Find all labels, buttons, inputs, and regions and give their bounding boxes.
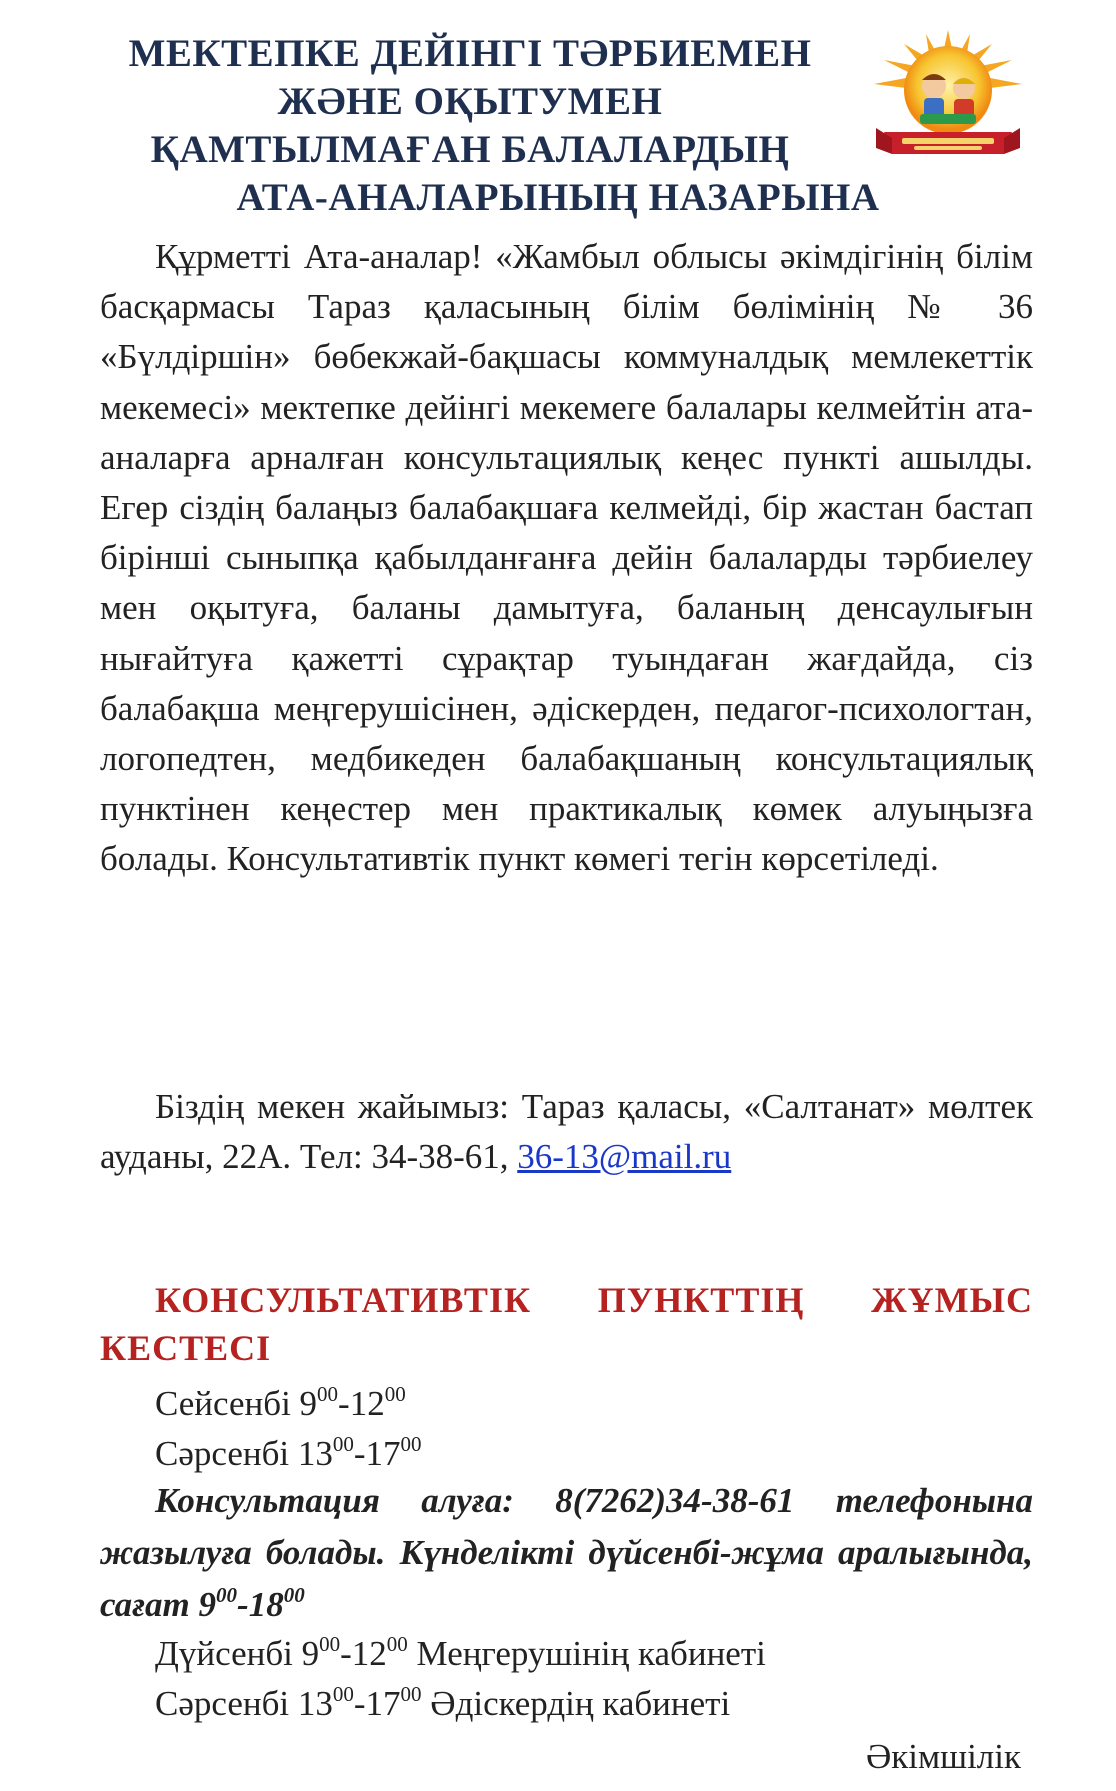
schedule-row-wednesday-office: Сәрсенбі $13^{00}-17^{00}$ Әдіскердің кабинеті: [155, 1682, 731, 1723]
title-line-3: ҚАМТЫЛМАҒАН БАЛАЛАРДЫҢ: [150, 128, 790, 171]
intro-paragraph: Құрметті Ата-аналар! «Жамбыл облысы әкімдігінің білім басқармасы Тараз қаласының білім бөлімінің № 36 «Бүлдіршін» бөбекжай-бақшасы коммуналдық мемлекеттік мекемесі» мектепке дейінгі мекемеге балалары келмейтін ата-аналарға арналған консультациялық кеңес пункті ашылды. Егер сіздің балаңыз балабақшаға келмейді, бір жастан бастап бірінші сыныпқа қабылданғанға дейін балаларды тәрбиелеу мен оқытуға, баланы дамытуға, баланың денсаулығын нығайтуға қажетті сұрақтар туындаған жағдайда, сіз балабақша меңгерушісінен, әдіскерден, педагог-психологтан, логопедтен, медбикеден балабақшаның консультациялық пунктінен кеңестер мен практикалық көмек алуыңызға болады. Консультативтік пункт көмегі тегін көрсетіледі.: [100, 237, 1033, 879]
kindergarten-logo-icon: [862, 28, 1034, 168]
schedule-row-wednesday: Сәрсенбі $13^{00}-17^{00}$: [155, 1432, 422, 1473]
address-paragraph: [100, 1082, 1033, 1182]
title-line-4: АТА-АНАЛАРЫНЫҢ НАЗАРЫНА: [236, 176, 880, 219]
schedule-row-tuesday: Сейсенбі $9^{00}-12^{00}$: [155, 1382, 406, 1423]
appointment-note: Консультация алуға: 8(7262)34-38-61 телефонына жазылуға болады. Күнделікті дүйсенбі-жұма аралығында, сағат $9^{00}-18^{00}$: [100, 1481, 1033, 1624]
title-line-2: ЖӘНЕ ОҚЫТУМЕН: [277, 80, 663, 123]
address-text: Біздің мекен жайымыз: Тараз қаласы, «Салтанат» мөлтек ауданы, 22А. Тел: 34-38-61,: [100, 1087, 1033, 1177]
signature: Әкімшілік: [865, 1737, 1021, 1776]
email-link[interactable]: 36-13@mail.ru: [517, 1137, 732, 1177]
schedule-row-monday-office: Дүйсенбі $9^{00}-12^{00}$ Меңгерушінің кабинеті: [155, 1632, 766, 1673]
schedule-title: КОНСУЛЬТАТИВТІК ПУНКТТІҢ ЖҰМЫС КЕСТЕСІ: [100, 1280, 1033, 1368]
title-line-1: МЕКТЕПКЕ ДЕЙІНГІ ТӘРБИЕМЕН: [128, 32, 812, 75]
page-title: [70, 30, 880, 222]
